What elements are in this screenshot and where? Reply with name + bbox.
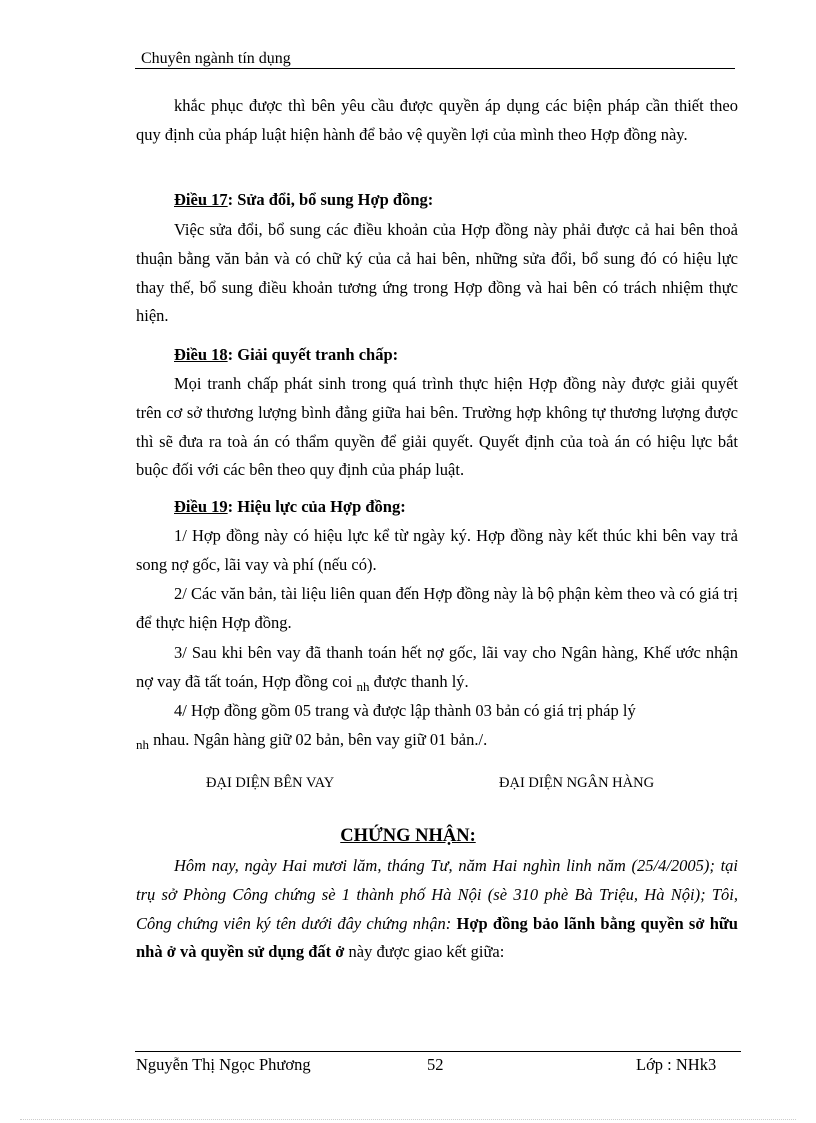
article-19-item-4 xyxy=(136,697,738,756)
article-19-item-4-tail: nhau. Ngân hàng giữ 02 bản, bên vay giữ 01 bản./. xyxy=(153,729,488,749)
header-rule xyxy=(135,68,735,69)
signature-bank: ĐẠI DIỆN NGÂN HÀNG xyxy=(499,775,655,791)
certification-paragraph xyxy=(136,852,738,967)
intro-paragraph: khắc phục được thì bên yêu cầu được quyền áp dụng các biện pháp cần thiết theo quy định của pháp luật hiện hành để bảo vệ quyền lợi của mình theo Hợp đồng này. xyxy=(136,96,738,144)
footer-author: Nguyễn Thị Ngọc Phương xyxy=(136,1055,311,1074)
article-19-item-1: 1/ Hợp đồng này có hiệu lực kể từ ngày ký. Hợp đồng này kết thúc khi bên vay trả song nợ gốc, lãi vay và phí (nếu có). xyxy=(136,526,738,574)
footer-page-number: 52 xyxy=(427,1055,444,1074)
article-19-item-3-tail: được thanh lý. xyxy=(373,671,469,691)
footer-class: Lớp : NHk3 xyxy=(636,1055,717,1074)
article-18-text: Mọi tranh chấp phát sinh trong quá trình thực hiện Hợp đồng này được giải quyết trên cơ sở thương lượng bình đẳng giữa hai bên. Trường hợp không tự thương lượng được thì sẽ đưa ra toà án có thẩm quyền để giải quyết. Quyết định của toà án có hiệu lực bắt buộc đối với các bên theo quy định của pháp luật. xyxy=(136,374,738,480)
article-18-title: : Giải quyết tranh chấp: xyxy=(227,345,399,364)
article-18-heading xyxy=(174,345,398,365)
article-17-heading xyxy=(174,190,433,210)
article-17-label: Điều 17 xyxy=(174,190,228,209)
page-edge-dotted xyxy=(20,1119,796,1120)
certification-italic: Hôm nay, ngày Hai mươi lăm, tháng Tư, năm Hai nghìn linh năm (25/4/2005); tại trụ sở Phòng Công chứng sè 1 thành phố Hà Nội (sè 310 phè Bà Triệu, Hà Nội); Tôi, Công chứng viên ký tên dưới đây chứng nhận: xyxy=(136,856,738,933)
article-17-title: : Sửa đổi, bổ sung Hợp đồng: xyxy=(227,190,434,209)
article-18-label: Điều 18 xyxy=(174,345,228,364)
article-19-heading xyxy=(174,497,406,517)
article-19-title: : Hiệu lực của Hợp đồng: xyxy=(227,497,406,516)
nh-fragment: nh xyxy=(356,678,370,694)
article-19-item-4-text: 4/ Hợp đồng gồm 05 trang và được lập thành 03 bản có giá trị pháp lý xyxy=(174,701,636,720)
signature-borrower: ĐẠI DIỆN BÊN VAY xyxy=(206,775,335,791)
certification-title: CHỨNG NHẬN: xyxy=(340,826,476,846)
nh-fragment-2: nh xyxy=(136,736,149,752)
article-19-item-2: 2/ Các văn bản, tài liệu liên quan đến Hợp đồng này là bộ phận kèm theo và có giá trị để thực hiện Hợp đồng. xyxy=(136,584,738,632)
footer-rule xyxy=(135,1051,741,1052)
article-17-text: Việc sửa đổi, bổ sung các điều khoản của Hợp đồng này phải được cả hai bên thoả thuận bằng văn bản và có chữ ký của cả hai bên, những sửa đổi, bổ sung đó có hiệu lực thay thế, bổ sung điều khoản tương ứng trong Hợp đồng và hai bên có trách nhiệm thực hiện. xyxy=(136,220,738,326)
certification-bold: Hợp đồng bảo lãnh bằng quyền sở hữu nhà ở và quyền sử dụng đất ở xyxy=(136,913,738,962)
article-19-item-3 xyxy=(136,639,738,698)
article-19-label: Điều 19 xyxy=(174,497,228,516)
article-19-item-3-text: 3/ Sau khi bên vay đã thanh toán hết nợ gốc, lãi vay cho Ngân hàng, Khế ước nhận nợ vay đã tất toán, Hợp đồng coi xyxy=(136,643,738,691)
header-title: Chuyên ngành tín dụng xyxy=(141,50,291,67)
certification-tail: này được giao kết giữa: xyxy=(348,942,505,962)
